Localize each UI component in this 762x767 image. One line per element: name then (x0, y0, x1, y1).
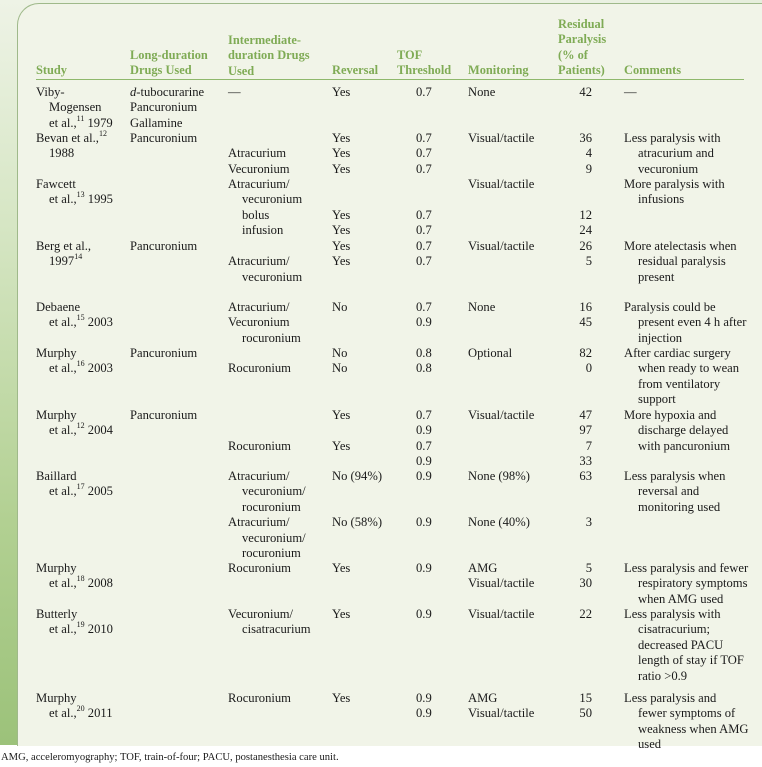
intermediate-duration-cell: bolus (242, 207, 270, 222)
comments-cell: — (624, 85, 637, 99)
comments-cell: present (638, 269, 675, 284)
intermediate-duration-cell: vecuronium/ (242, 530, 306, 545)
comments-cell: present even 4 h after (638, 315, 747, 330)
comments-cell: monitoring used (638, 499, 721, 514)
comments-cell: reversal and (638, 484, 700, 499)
residual-paralysis-cell: 45 (579, 315, 592, 330)
study-cell: et al.,$^{20}$ 2011 (49, 704, 113, 721)
comments-cell: infusions (638, 192, 685, 207)
comments-cell: Less paralysis and (624, 691, 717, 705)
study-cell: Berg et al., (36, 239, 92, 253)
monitoring-cell: Visual/tactile (468, 706, 535, 721)
reversal-cell: Yes (332, 607, 351, 621)
comments-cell: More hypoxia and (624, 408, 717, 422)
long-duration-cell: d-tubocurarine (130, 85, 205, 99)
monitoring-cell: AMG (468, 691, 498, 705)
intermediate-duration-cell: vecuronium (242, 192, 303, 207)
monitoring-cell: Visual/tactile (468, 576, 535, 591)
residual-paralysis-cell: 5 (585, 254, 592, 269)
header-comments: Comments (624, 63, 682, 77)
residual-paralysis-cell: 24 (579, 223, 592, 238)
intermediate-duration-cell: Rocuronium (228, 691, 291, 705)
comments-cell: ratio >0.9 (638, 668, 688, 683)
tof-threshold-cell: 0.7 (416, 223, 432, 238)
comments-cell: Less paralysis with (624, 607, 721, 621)
residual-paralysis-cell: 12 (579, 207, 592, 222)
long-duration-cell: Pancuronium (130, 239, 198, 253)
residual-paralysis-cell: 22 (579, 607, 592, 621)
intermediate-duration-cell: rocuronium (242, 499, 301, 514)
monitoring-cell: None (98%) (468, 469, 530, 483)
comments-cell: atracurium and (638, 146, 714, 161)
residual-paralysis-cell: 97 (579, 423, 592, 438)
comments-cell: injection (638, 330, 683, 345)
study-cell: et al.,$^{16}$ 2003 (49, 359, 113, 376)
intermediate-duration-cell: infusion (242, 223, 284, 238)
study-cell: et al.,$^{15}$ 2003 (49, 313, 113, 330)
study-cell: Murphy (36, 561, 77, 575)
header-intermediate-duration (228, 33, 310, 79)
study-cell: et al.,$^{13}$ 1995 (49, 190, 113, 207)
header-intermediate-line: Intermediate- (228, 33, 301, 47)
header-residual-paralysis (558, 17, 606, 79)
study-cell: 1997$^{14}$ (49, 252, 83, 269)
comments-cell: from ventilatory (638, 376, 721, 391)
reversal-cell: No (332, 361, 348, 376)
reversal-cell: Yes (332, 223, 351, 238)
tof-threshold-cell: 0.7 (416, 85, 432, 99)
reversal-cell: No (94%) (332, 469, 383, 483)
reversal-cell: Yes (332, 438, 351, 453)
header-long-duration-line: Drugs Used (130, 63, 192, 78)
tof-threshold-cell: 0.7 (416, 131, 432, 145)
residual-paralysis-cell: 50 (579, 706, 592, 721)
residual-paralysis-cell: 7 (585, 438, 592, 453)
reversal-cell: No (58%) (332, 515, 383, 530)
header-residual-line: Residual (558, 17, 605, 31)
tof-threshold-cell: 0.9 (416, 515, 432, 530)
intermediate-duration-cell: Atracurium/ (228, 300, 290, 314)
tof-threshold-cell: 0.7 (416, 408, 432, 422)
tof-threshold-cell: 0.9 (416, 454, 432, 469)
comments-cell: More paralysis with (624, 177, 725, 191)
reversal-cell: Yes (332, 146, 351, 161)
tof-threshold-cell: 0.9 (416, 607, 432, 621)
tof-threshold-cell: 0.7 (416, 207, 432, 222)
long-duration-cell: Pancuronium (130, 346, 198, 360)
header-reversal: Reversal (332, 63, 379, 77)
long-duration-cell: Pancuronium (130, 408, 198, 422)
monitoring-cell: Visual/tactile (468, 131, 535, 145)
study-cell: Debaene (36, 300, 81, 314)
reversal-cell: Yes (332, 561, 351, 575)
monitoring-cell: None (40%) (468, 515, 530, 530)
residual-paralysis-cell: 42 (579, 85, 592, 99)
tof-threshold-cell: 0.7 (416, 300, 432, 314)
intermediate-duration-cell: rocuronium (242, 546, 301, 560)
study-cell: Mogensen (49, 100, 102, 115)
intermediate-duration-cell: Atracurium/ (228, 469, 290, 483)
tof-threshold-cell: 0.8 (416, 361, 432, 376)
comments-cell: cisatracurium; (638, 622, 711, 637)
intermediate-duration-cell: Atracurium/ (228, 254, 290, 269)
study-cell: Butterly (36, 607, 78, 621)
comments-cell: Paralysis could be (624, 300, 716, 314)
intermediate-duration-cell: Rocuronium (228, 361, 291, 376)
study-cell: 1988 (49, 146, 75, 161)
long-duration-cell: Pancuronium (130, 100, 198, 115)
header-tof-line: Threshold (397, 63, 452, 78)
reversal-cell: Yes (332, 207, 351, 222)
tof-threshold-cell: 0.7 (416, 438, 432, 453)
monitoring-cell: Optional (468, 346, 513, 360)
residual-paralysis-cell: 3 (585, 515, 592, 530)
comments-cell: respiratory symptoms (638, 576, 748, 591)
reversal-cell: Yes (332, 254, 351, 269)
header-long-duration-line: Long-duration (130, 48, 208, 62)
comments-cell: discharge delayed (638, 423, 729, 438)
study-cell: Viby- (36, 85, 65, 99)
residual-paralysis-cell: 26 (579, 239, 592, 253)
tof-threshold-cell: 0.9 (416, 561, 432, 575)
header-intermediate-line: duration Drugs (228, 48, 310, 63)
reversal-cell: Yes (332, 691, 351, 705)
intermediate-duration-cell: — (228, 85, 241, 99)
comments-cell: length of stay if TOF (638, 653, 744, 668)
residual-paralysis-cell: 5 (585, 561, 592, 575)
long-duration-cell: Gallamine (130, 115, 183, 130)
reversal-cell: No (332, 300, 348, 314)
study-cell: Fawcett (36, 177, 76, 191)
residual-paralysis-cell: 47 (579, 408, 592, 422)
header-rule (36, 79, 744, 80)
study-cell: Murphy (36, 346, 77, 360)
header-intermediate-line: Used (228, 63, 255, 78)
tof-threshold-cell: 0.7 (416, 239, 432, 253)
reversal-cell: No (332, 346, 348, 360)
study-cell: Murphy (36, 408, 77, 422)
study-cell: et al.,$^{11}$ 1979 (49, 113, 113, 130)
monitoring-cell: Visual/tactile (468, 239, 535, 253)
tof-threshold-cell: 0.7 (416, 161, 432, 176)
intermediate-duration-cell: vecuronium/ (242, 484, 306, 499)
monitoring-cell: None (468, 300, 496, 314)
intermediate-duration-cell: Vecuronium/ (228, 607, 294, 621)
monitoring-cell: Visual/tactile (468, 408, 535, 422)
residual-paralysis-cell: 63 (579, 469, 592, 483)
comments-cell: After cardiac surgery (624, 346, 731, 360)
comments-cell: Less paralysis when (624, 469, 726, 483)
comments-cell: used (638, 737, 662, 752)
intermediate-duration-cell: Atracurium (228, 146, 287, 161)
tof-threshold-cell: 0.7 (416, 146, 432, 161)
reversal-cell: Yes (332, 239, 351, 253)
intermediate-duration-cell: Vecuronium (228, 315, 290, 330)
tof-threshold-cell: 0.9 (416, 469, 432, 483)
residual-paralysis-cell: 9 (585, 161, 592, 176)
comments-cell: Less paralysis and fewer (624, 561, 749, 575)
residual-paralysis-cell: 82 (579, 346, 592, 360)
residual-paralysis-cell: 4 (585, 146, 592, 161)
intermediate-duration-cell: Atracurium/ (228, 177, 290, 191)
study-cell: Baillard (36, 469, 77, 483)
tof-threshold-cell: 0.8 (416, 346, 432, 360)
long-duration-cell: Pancuronium (130, 131, 198, 145)
monitoring-cell: Visual/tactile (468, 177, 535, 191)
comments-cell: Less paralysis with (624, 131, 721, 145)
intermediate-duration-cell: Rocuronium (228, 561, 291, 575)
tof-threshold-cell: 0.9 (416, 423, 432, 438)
residual-paralysis-cell: 36 (579, 131, 592, 145)
monitoring-cell: AMG (468, 561, 498, 575)
intermediate-duration-cell: Vecuronium (228, 161, 290, 176)
tof-threshold-cell: 0.9 (416, 691, 432, 705)
monitoring-cell: None (468, 85, 496, 99)
header-residual-line: Paralysis (558, 32, 607, 47)
header-tof-threshold (397, 48, 451, 79)
header-study: Study (36, 63, 67, 77)
monitoring-cell: Visual/tactile (468, 607, 535, 621)
header-long-duration (130, 48, 208, 79)
comments-cell: when AMG used (638, 591, 724, 606)
study-cell: Murphy (36, 691, 77, 705)
residual-paralysis-cell: 0 (585, 361, 592, 376)
reversal-cell: Yes (332, 131, 351, 145)
reversal-cell: Yes (332, 85, 351, 99)
intermediate-duration-cell: vecuronium (242, 269, 303, 284)
residual-paralysis-cell: 33 (579, 454, 592, 469)
tof-threshold-cell: 0.9 (416, 706, 432, 721)
study-cell: et al.,$^{12}$ 2004 (49, 421, 113, 438)
comments-cell: vecuronium (638, 161, 699, 176)
header-residual-line: (% of (558, 47, 588, 62)
study-cell: et al.,$^{19}$ 2010 (49, 620, 113, 637)
comments-cell: when ready to wean (638, 361, 740, 376)
comments-cell: fewer symptoms of (638, 706, 736, 721)
residual-paralysis-cell: 15 (579, 691, 592, 705)
header-monitoring: Monitoring (468, 63, 529, 77)
intermediate-duration-cell: rocuronium (242, 330, 301, 345)
residual-paralysis-cell: 30 (579, 576, 592, 591)
header-tof-line: TOF (397, 48, 423, 62)
tof-threshold-cell: 0.7 (416, 254, 432, 269)
study-cell: et al.,$^{17}$ 2005 (49, 482, 113, 499)
reversal-cell: Yes (332, 161, 351, 176)
comments-cell: weakness when AMG (638, 721, 749, 736)
comments-cell: More atelectasis when (624, 239, 737, 253)
header-residual-line: Patients) (558, 63, 605, 78)
intermediate-duration-cell: Atracurium/ (228, 515, 290, 530)
comments-cell: decreased PACU (638, 637, 724, 652)
comments-cell: with pancuronium (638, 438, 730, 453)
reversal-cell: Yes (332, 408, 351, 422)
study-cell: Bevan et al.,$^{12}$ (36, 128, 107, 145)
study-cell: et al.,$^{18}$ 2008 (49, 574, 113, 591)
tof-threshold-cell: 0.9 (416, 315, 432, 330)
comments-cell: residual paralysis (638, 254, 726, 269)
residual-paralysis-cell: 16 (579, 300, 592, 314)
table-footnote: AMG, acceleromyography; TOF, train-of-four; PACU, postanesthesia care unit. (1, 752, 339, 763)
comments-cell: support (638, 392, 676, 407)
intermediate-duration-cell: Rocuronium (228, 438, 291, 453)
intermediate-duration-cell: cisatracurium (242, 622, 311, 637)
